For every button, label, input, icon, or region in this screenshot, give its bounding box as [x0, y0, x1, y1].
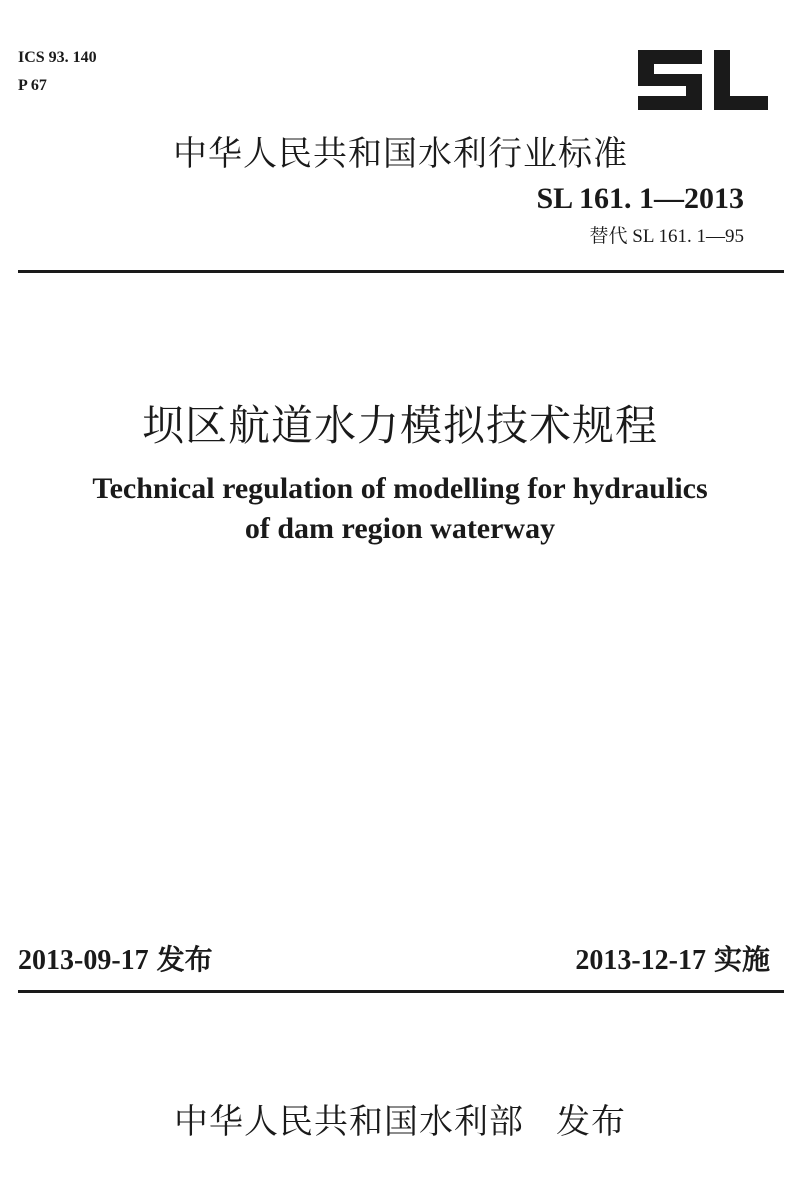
top-divider	[18, 270, 784, 273]
issued-date: 2013-09-17	[18, 945, 149, 976]
effective-label: 实施	[713, 943, 770, 976]
category-code: P 67	[18, 77, 47, 94]
effective-date: 2013-12-17	[575, 945, 706, 976]
title-english-line-2: of dam region waterway	[244, 512, 556, 545]
publisher-name: 中华人民共和国水利部	[174, 1102, 524, 1142]
ministry-standard-heading: 中华人民共和国水利行业标准	[173, 134, 628, 174]
classification-block	[18, 44, 97, 100]
title-english-line-1: Technical regulation of modelling for hydraulics	[92, 472, 708, 505]
effective-date-block	[575, 938, 770, 978]
bottom-divider	[18, 990, 784, 993]
replaces-standard: 替代 SL 161. 1—95	[589, 226, 744, 247]
issued-label: 发布	[156, 943, 213, 976]
standard-number: SL 161. 1—2013	[536, 182, 744, 215]
issued-date-block	[18, 938, 213, 978]
publisher-action: 发布	[556, 1102, 626, 1142]
title-chinese: 坝区航道水力模拟技术规程	[141, 401, 658, 450]
publisher-line	[0, 1094, 800, 1143]
ics-code: ICS 93. 140	[18, 49, 97, 66]
sl-logo	[630, 44, 772, 116]
